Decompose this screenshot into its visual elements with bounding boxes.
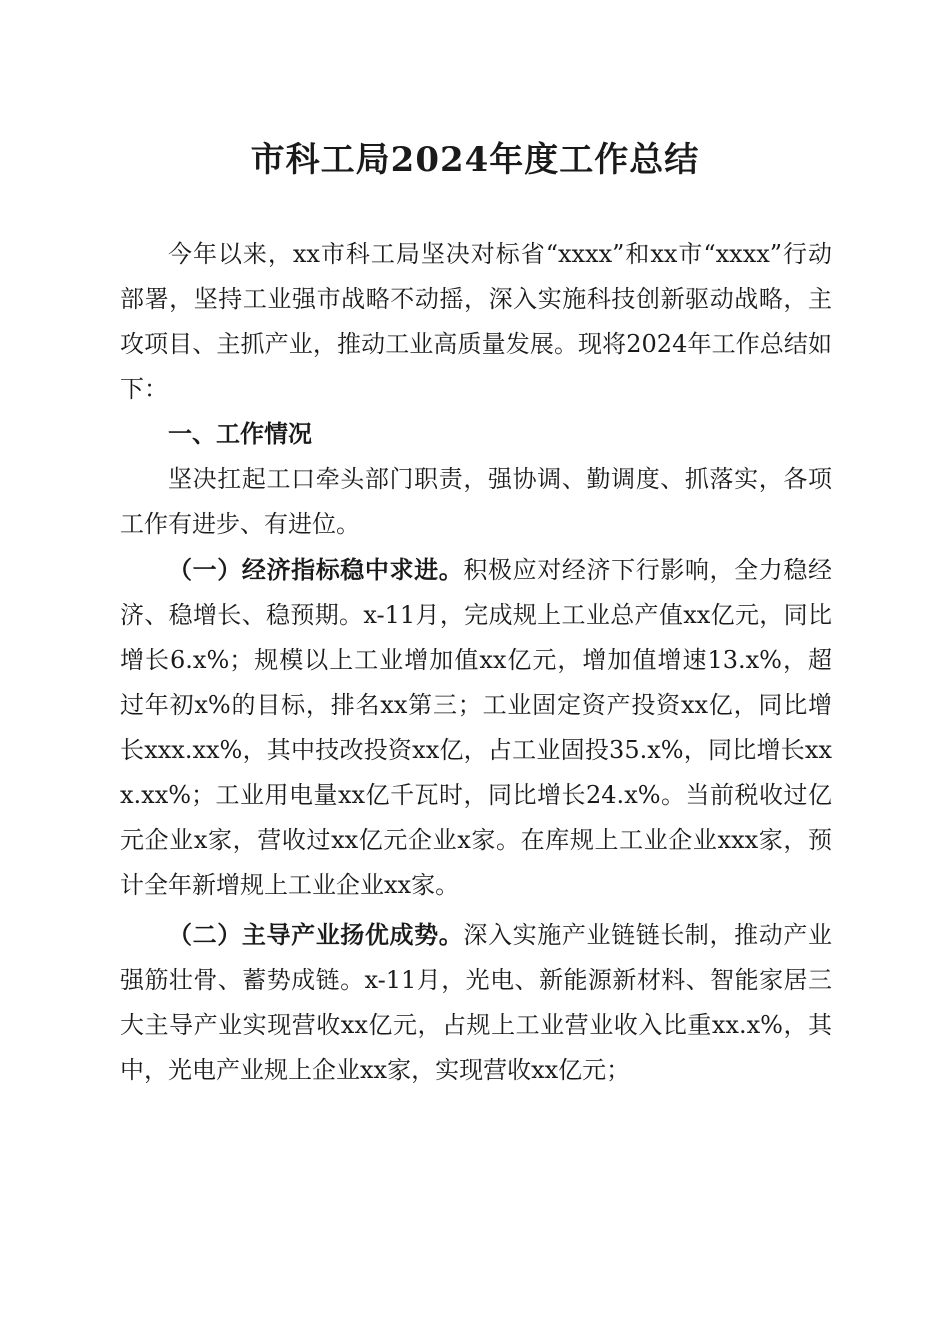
- economic-indicators-text: 积极应对经济下行影响，全力稳经济、稳增长、稳预期。x-11月，完成规上工业总产值xx亿元，同比增长6.x%；规模以上工业增加值xx亿元，增加值增速13.x%，超过年初x%的目标，排名xx第三；工业固定资产投资xx亿，同比增长xxx.xx%，其中技改投资xx亿，占工业固投35.x%，同比增长xxx.xx%；工业用电量xx亿千瓦时，同比增长24.x%。当前税收过亿元企业x家，营收过xx亿元企业x家。在库规上工业企业xxx家，预计全年新增规上工业企业xx家。: [120, 556, 833, 899]
- leading-industries-text: 深入实施产业链链长制，推动产业强筋壮骨、蓄势成链。x-11月，光电、新能源新材料、智能家居三大主导产业实现营收xx亿元，占规上工业营业收入比重xx.x%，其中，光电产业规上企业xx家，实现营收xx亿元；: [120, 921, 833, 1084]
- document-body: [120, 232, 832, 1093]
- intro-paragraph: 今年以来，xx市科工局坚决对标省“xxxx”和xx市“xxxx”行动部署，坚持工业强市战略不动摇，深入实施科技创新驱动战略，主攻项目、主抓产业，推动工业高质量发展。现将2024年工作总结如下：: [120, 240, 832, 403]
- leading-industries-lead: （二）主导产业扬优成势。: [168, 920, 464, 949]
- leading-industries-paragraph: [120, 912, 832, 1093]
- section-heading: 一、工作情况: [168, 420, 312, 448]
- document-title: 市科工局2024年度工作总结: [250, 140, 700, 180]
- economic-indicators-lead: （一）经济指标稳中求进。: [168, 555, 464, 584]
- section-intro-paragraph: 坚决扛起工口牵头部门职责，强协调、勤调度、抓落实，各项工作有进步、有进位。: [120, 465, 832, 538]
- economic-indicators-paragraph: [120, 547, 832, 908]
